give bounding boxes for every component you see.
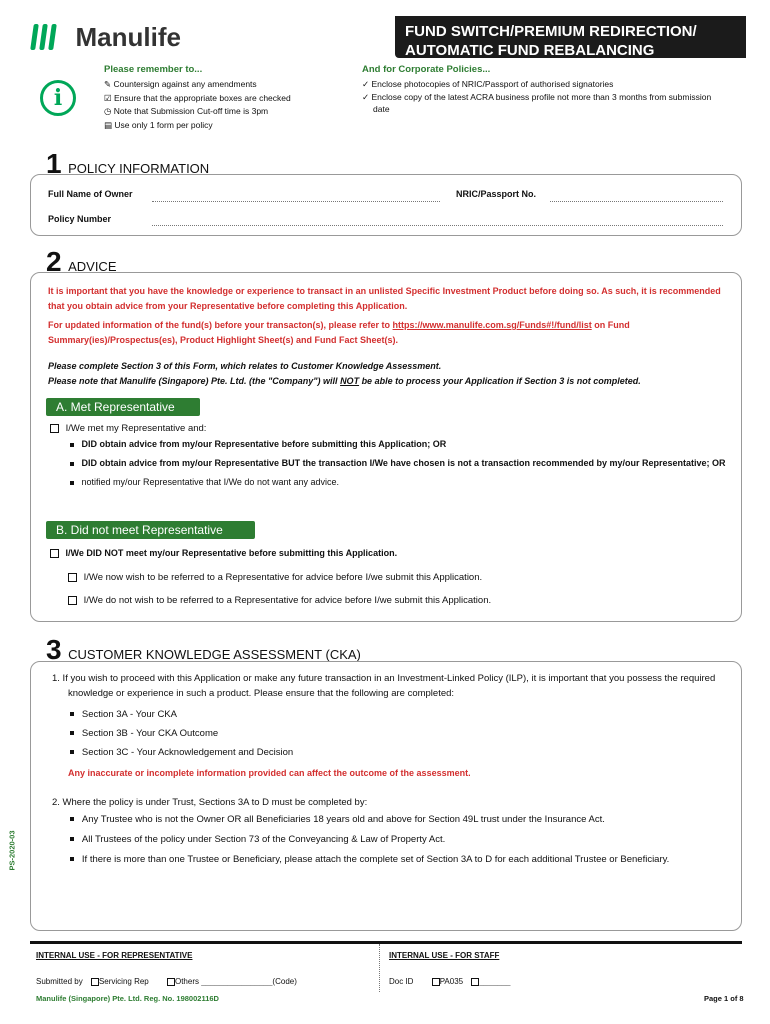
option-text: I/We met my Representative and: bbox=[65, 423, 207, 434]
others-checkbox[interactable] bbox=[167, 978, 175, 986]
nric-label: NRIC/Passport No. bbox=[456, 189, 537, 199]
policy-number-label: Policy Number bbox=[48, 214, 112, 224]
bullet-item bbox=[70, 812, 730, 827]
owner-name-label: Full Name of Owner bbox=[48, 189, 133, 199]
referral-option-no bbox=[68, 593, 491, 608]
bullet-item bbox=[70, 437, 730, 452]
cka-paragraph-1: 1. If you wish to proceed with this Application or make any future transaction in an Investment-Linked Policy (ILP), it is important that you possess the required knowledge or experience in such a product. Please ensure that the following are completed: bbox=[52, 673, 716, 699]
bullet-item bbox=[70, 456, 730, 471]
reminder-item bbox=[104, 78, 291, 92]
reminders-left-heading: Please remember to... bbox=[104, 64, 203, 75]
logo-mark-icon bbox=[30, 24, 39, 50]
section3-note bbox=[48, 359, 738, 389]
bullet-icon bbox=[70, 462, 74, 466]
fund-info-text: For updated information of the fund(s) before your transacton(s), please refer to bbox=[48, 320, 393, 330]
bullet-item bbox=[70, 745, 293, 760]
owner-name-field[interactable] bbox=[152, 201, 440, 202]
staff-use-heading: INTERNAL USE - FOR STAFF bbox=[389, 951, 500, 960]
referral-yes-checkbox[interactable] bbox=[68, 573, 77, 582]
referral-option-yes bbox=[68, 570, 482, 585]
bullet-text: Any Trustee who is not the Owner OR all Beneficiaries 18 years old and above for Section 49L trust under the Insurance Act. bbox=[81, 814, 605, 825]
bullet-item bbox=[70, 852, 730, 867]
nric-field[interactable] bbox=[550, 201, 723, 202]
others-code-field[interactable]: ________________ bbox=[201, 977, 273, 986]
code-label: (Code) bbox=[272, 977, 297, 986]
reminders-right-heading: And for Corporate Policies... bbox=[362, 64, 491, 75]
bullet-icon bbox=[70, 712, 74, 716]
met-representative-option bbox=[50, 421, 206, 436]
met-representative-checkbox[interactable] bbox=[50, 424, 59, 433]
did-not-meet-checkbox[interactable] bbox=[50, 549, 59, 558]
cka-list-2 bbox=[70, 812, 730, 867]
option-text: I/We DID NOT meet my/our Representative before submitting this Application. bbox=[65, 548, 398, 558]
clock-icon: ◷ bbox=[104, 106, 112, 116]
reminder-text: Use only 1 form per policy bbox=[114, 119, 213, 130]
bullet-text: Section 3C - Your Acknowledgement and Decision bbox=[81, 747, 294, 758]
reminders-left-list bbox=[104, 78, 291, 132]
section3-note-line1: Please complete Section 3 of this Form, which relates to Customer Knowledge Assessment. bbox=[48, 361, 442, 371]
bullet-icon bbox=[70, 481, 74, 485]
reminder-text: Enclose copy of the latest ACRA business profile not more than 3 months from submission date bbox=[371, 91, 712, 114]
form-title-line1: FUND SWITCH/PREMIUM REDIRECTION/ bbox=[405, 23, 697, 40]
footer-divider bbox=[379, 944, 380, 992]
section-title: ADVICE bbox=[68, 259, 117, 274]
bullet-text: DID obtain advice from my/our Representative BUT the transaction I/We have chosen is not a transaction recommended by my/our Representative; OR bbox=[81, 458, 726, 468]
note-not: NOT bbox=[340, 376, 360, 386]
referral-no-checkbox[interactable] bbox=[68, 596, 77, 605]
section-number: 2 bbox=[46, 246, 62, 277]
logo-mark-bar bbox=[48, 24, 57, 50]
note-text: be able to process your Application if Section 3 is not completed. bbox=[359, 376, 641, 386]
met-rep-bullets bbox=[70, 437, 730, 490]
form-icon: ▤ bbox=[104, 119, 113, 130]
doc-id-label: Doc ID bbox=[389, 977, 414, 986]
section-number: 1 bbox=[46, 148, 62, 179]
bullet-text: Section 3A - Your CKA bbox=[81, 709, 177, 720]
bullet-item bbox=[70, 707, 293, 722]
section-title: CUSTOMER KNOWLEDGE ASSESSMENT (CKA) bbox=[68, 647, 361, 662]
reminder-text: Enclose photocopies of NRIC/Passport of authorised signatories bbox=[371, 79, 614, 89]
other-doc-field[interactable]: _______ bbox=[479, 977, 511, 986]
bullet-text: Section 3B - Your CKA Outcome bbox=[81, 728, 219, 739]
bullet-text: DID obtain advice from my/our Representative before submitting this Application; OR bbox=[81, 439, 447, 449]
cka-list-1 bbox=[70, 707, 293, 760]
bullet-icon bbox=[70, 857, 74, 861]
submitted-by-row bbox=[36, 977, 297, 986]
bullet-text: All Trustees of the policy under Section 73 of the Conveyancing & Law of Property Act. bbox=[81, 834, 446, 845]
bullet-text: notified my/our Representative that I/We do not want any advice. bbox=[81, 477, 339, 487]
doc-id-row bbox=[389, 977, 511, 986]
option-text: I/We now wish to be referred to a Representative for advice before I/we submit this Application. bbox=[83, 572, 483, 583]
logo-mark-bar bbox=[39, 24, 48, 50]
side-form-code: PS-2020-03 bbox=[7, 830, 17, 871]
bullet-icon bbox=[70, 731, 74, 735]
pen-icon: ✎ bbox=[104, 79, 112, 89]
bullet-item bbox=[70, 475, 730, 490]
bullet-icon bbox=[70, 837, 74, 841]
did-not-meet-option bbox=[50, 546, 397, 561]
bullet-icon bbox=[70, 817, 74, 821]
note-text: Please note that Manulife (Singapore) Pte. Ltd. (the "Company") will bbox=[48, 376, 341, 386]
section-title: POLICY INFORMATION bbox=[68, 161, 210, 176]
reminder-text: Note that Submission Cut-off time is 3pm bbox=[113, 106, 269, 116]
footer-rule bbox=[30, 941, 742, 944]
rep-use-heading: INTERNAL USE - FOR REPRESENTATIVE bbox=[36, 951, 193, 960]
brand-name: Manulife bbox=[75, 22, 181, 52]
fund-info-text: on Fund Summary(ies)/Prospectus(es), Product Highlight Sheet(s) and Fund Fact Sheet(s). bbox=[48, 320, 630, 345]
cka-warning: Any inaccurate or incomplete information provided can affect the outcome of the assessment. bbox=[68, 768, 471, 778]
bullet-item bbox=[70, 832, 730, 847]
bullet-icon bbox=[70, 750, 74, 754]
reminder-item bbox=[104, 119, 291, 133]
reminder-item bbox=[362, 91, 722, 116]
option-text: I/We do not wish to be referred to a Representative for advice before I/we submit this Application. bbox=[83, 595, 492, 606]
form-title-line2: AUTOMATIC FUND REBALANCING bbox=[405, 42, 655, 59]
bullet-icon bbox=[70, 443, 74, 447]
met-representative-label: A. Met Representative bbox=[46, 398, 200, 416]
section3-note-line2 bbox=[48, 374, 738, 389]
check-icon: ✓ bbox=[362, 79, 370, 89]
form-title bbox=[395, 16, 746, 58]
company-reg: Manulife (Singapore) Pte. Ltd. Reg. No. 198002116D bbox=[36, 994, 219, 1003]
advice-warning: It is important that you have the knowledge or experience to transact in an unlisted Specific Investment Product before doing so. As such, it is recommended that you obtain advice from your Representative before completing this Application. bbox=[48, 286, 721, 311]
reminder-item bbox=[104, 92, 291, 106]
policy-number-field[interactable] bbox=[152, 225, 723, 226]
cka-paragraph-2: 2. Where the policy is under Trust, Sections 3A to D must be completed by: bbox=[52, 797, 368, 808]
bullet-text: If there is more than one Trustee or Beneficiary, please attach the complete set of Section 3A to D for each additional Trustee or Beneficiary. bbox=[81, 854, 670, 865]
fund-info-note bbox=[48, 318, 728, 348]
reminder-text: Countersign against any amendments bbox=[113, 79, 257, 89]
doc-code-label: PA035 bbox=[439, 977, 464, 986]
reminder-item bbox=[104, 105, 291, 119]
servicing-rep-label: Servicing Rep bbox=[98, 977, 149, 986]
did-not-meet-label: B. Did not meet Representative bbox=[46, 521, 255, 539]
section3-header bbox=[46, 636, 361, 664]
check-icon: ✓ bbox=[362, 91, 370, 102]
section-number: 3 bbox=[46, 634, 62, 665]
servicing-rep-checkbox[interactable] bbox=[91, 978, 99, 986]
reminder-text: Ensure that the appropriate boxes are checked bbox=[114, 92, 291, 103]
info-icon: i bbox=[40, 80, 76, 116]
pa035-checkbox[interactable] bbox=[432, 978, 440, 986]
others-label: Others bbox=[174, 977, 199, 986]
fund-list-link[interactable]: https://www.manulife.com.sg/Funds#!/fund/list bbox=[392, 320, 592, 330]
manulife-logo bbox=[32, 24, 181, 55]
reminder-item bbox=[362, 78, 722, 91]
reminders-right-list bbox=[362, 78, 722, 116]
page-number: Page 1 of 8 bbox=[704, 994, 744, 1003]
submitted-by-label: Submitted by bbox=[36, 977, 83, 986]
checkbox-icon: ☑ bbox=[104, 92, 112, 103]
section1-box bbox=[30, 174, 742, 236]
bullet-item bbox=[70, 726, 293, 741]
